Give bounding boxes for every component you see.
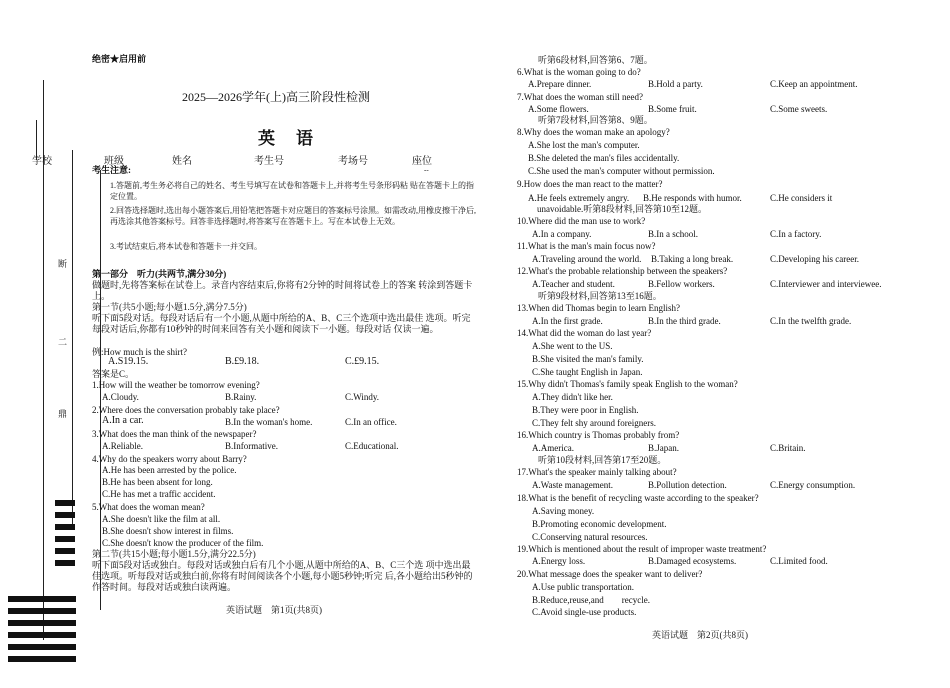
question-9: 9.How does the man react to the matter?: [517, 179, 663, 189]
question-13: 13.When did Thomas begin to learn English?: [517, 303, 681, 313]
q5-option-c: C.She doesn't know the producer of the film.: [102, 538, 264, 548]
q16-option-a: A.America.: [532, 443, 574, 453]
question-11: 11.What is the man's main focus now?: [517, 241, 656, 251]
q19-option-a: A.Energy loss.: [532, 556, 586, 566]
q5-option-a: A.She doesn't like the film at all.: [102, 514, 221, 524]
section1-title: 第一节(共5小题;每小题1.5分,满分7.5分): [92, 302, 247, 312]
example-option-b: B.£9.18.: [225, 356, 260, 367]
question-2: 2.Where does the conversation probably take place?: [92, 405, 280, 415]
seal-char-2: 二: [58, 337, 68, 347]
binding-line-inner: [72, 150, 73, 530]
q7-option-c: C.Some sweets.: [770, 104, 828, 114]
question-18: 18.What is the benefit of recycling waste according to the speaker?: [517, 493, 759, 503]
q8-option-b: B.She deleted the man's files accidentally.: [528, 153, 680, 163]
section1-intro: 听下面5段对话。每段对话后有一个小题,从题中所给的A、B、C三个选项中选出最佳 选项。听完每段对话后,你都有10秒钟的时间来回答有关小题和阅读下一小题。每段对话 仅读一遍。: [92, 313, 471, 334]
secret-label: 绝密★启用前: [92, 54, 147, 64]
field-name: 姓名: [172, 156, 192, 167]
notice-item-1: 1.答题前,考生务必将自己的姓名、考生号填写在试卷和答题卡上,并将考生号条形码粘 贴在答题卡上的指定位置。: [110, 181, 474, 201]
q6-option-a: A.Prepare dinner.: [528, 79, 592, 89]
q9-option-c: C.He considers it: [770, 193, 833, 203]
q14-option-a: A.She went to the US.: [532, 341, 613, 351]
question-3: 3.What does the man think of the newspaper?: [92, 429, 257, 439]
q13-option-b: B.In the third grade.: [648, 316, 721, 326]
q11-option-a: A.Traveling around the world.: [532, 254, 642, 264]
section2-title: 第二节(共15小题;每小题1.5分,满分22.5分): [92, 549, 256, 559]
q18-option-b: B.Promoting economic development.: [532, 519, 667, 529]
section2-intro: 听下面5段对话或独白。每段对话或独白后有几个小题,从题中所给的A、B、C三个选 项中选出最佳选项。听每段对话或独白前,你将有时间阅读各个小题,每小题5秒钟;听完 后,各小题给出5秒钟的作答时间。每段对话或独白读两遍。: [92, 560, 473, 592]
q15-option-b: B.They were poor in English.: [532, 405, 639, 415]
passage-7-note: 听第7段材料,回答第8、9题。: [538, 115, 653, 125]
question-15: 15.Why didn't Thomas's family speak English to the woman?: [517, 379, 738, 389]
school-label: 学校: [32, 156, 52, 167]
binding-stripe: [55, 536, 75, 542]
q16-option-b: B.Japan.: [648, 443, 679, 453]
q15-option-c: C.They felt shy around foreigners.: [532, 418, 656, 428]
question-20: 20.What message does the speaker want to deliver?: [517, 569, 703, 579]
binding-stripe: [8, 596, 76, 602]
q18-option-c: C.Conserving natural resources.: [532, 532, 648, 542]
question-8: 8.Why does the woman make an apology?: [517, 127, 670, 137]
binding-stripe: [8, 608, 76, 614]
q11-option-c: C.Developing his career.: [770, 254, 859, 264]
q4-option-c: C.He has met a traffic accident.: [102, 489, 216, 499]
question-7: 7.What does the woman still need?: [517, 92, 643, 102]
question-16: 16.Which country is Thomas probably from?: [517, 430, 680, 440]
question-19: 19.Which is mentioned about the result of improper waste treatment?: [517, 544, 767, 554]
passage-6-note: 听第6段材料,回答第6、7题。: [538, 55, 653, 65]
q3-option-a: A.Reliable.: [102, 441, 143, 451]
question-14: 14.What did the woman do last year?: [517, 328, 652, 338]
q17-option-a: A.Waste management.: [532, 480, 613, 490]
q17-option-c: C.Energy consumption.: [770, 480, 856, 490]
notice-item-2: 2.回答选择题时,选出每小题答案后,用铅笔把答题卡对应题目的答案标号涂黑。如需改动,用橡皮擦干净后,再选涂其他答案标号。回答非选择题时,将答案写在答题卡上。写在本试卷上无效。: [110, 206, 476, 226]
passage-9-note: 听第9段材料,回答第13至16题。: [538, 291, 662, 301]
q3-option-b: B.Informative.: [225, 441, 278, 451]
q14-option-b: B.She visited the man's family.: [532, 354, 644, 364]
seal-char-3: 鼎: [58, 409, 68, 419]
passage-10-note: 听第10段材料,回答第17至20题。: [538, 455, 667, 465]
q9-option-a: A.He feels extremely angry.: [528, 193, 630, 203]
q6-option-b: B.Hold a party.: [648, 79, 703, 89]
question-12: 12.What's the probable relationship between the speakers?: [517, 266, 728, 276]
seal-char-1: 断: [58, 259, 68, 269]
q5-option-b: B.She doesn't show interest in films.: [102, 526, 234, 536]
q12-option-a: A.Teacher and student.: [532, 279, 615, 289]
q10-option-b: B.In a school.: [648, 229, 698, 239]
q6-option-c: C.Keep an appointment.: [770, 79, 858, 89]
part1-intro: 做题时,先将答案标在试卷上。录音内容结束后,你将有2分钟的时间将试卷上的答案 转涂到答题卡上。: [92, 280, 473, 301]
q18-option-a: A.Saving money.: [532, 506, 595, 516]
q12-option-b: B.Fellow workers.: [648, 279, 715, 289]
q15-option-a: A.They didn't like her.: [532, 392, 613, 402]
q10-option-c: C.In a factory.: [770, 229, 822, 239]
field-seat: 座位: [412, 156, 432, 167]
q9-continuation: unavoidable.听第8段材料,回答第10至12题。: [537, 204, 707, 214]
q13-option-a: A.In the first grade.: [532, 316, 603, 326]
q7-option-a: A.Some flowers.: [528, 104, 589, 114]
q13-option-c: C.In the twelfth grade.: [770, 316, 852, 326]
q14-option-c: C.She taught English in Japan.: [532, 367, 643, 377]
binding-stripe: [55, 500, 75, 506]
question-1: 1.How will the weather be tomorrow evening?: [92, 380, 260, 390]
q20-option-a: A.Use public transportation.: [532, 582, 634, 592]
page-footer-right: 英语试题 第2页(共8页): [652, 630, 748, 640]
q1-option-c: C.Windy.: [345, 392, 380, 402]
q8-option-c: C.She used the man's computer without permission.: [528, 166, 715, 176]
field-exam-room: 考场号: [338, 156, 368, 167]
question-6: 6.What is the woman going to do?: [517, 67, 641, 77]
example-option-c: C.£9.15.: [345, 356, 380, 367]
question-4: 4.Why do the speakers worry about Barry?: [92, 454, 247, 464]
notice-title: 考生注意:: [92, 165, 131, 175]
q12-option-c: C.Interviewer and interviewee.: [770, 279, 882, 289]
q2-option-a: A.In a car.: [102, 415, 144, 426]
binding-stripe: [55, 512, 75, 518]
example-question: 例:How much is the shirt?: [92, 347, 187, 357]
q8-option-a: A.She lost the man's computer.: [528, 140, 640, 150]
q19-option-b: B.Damaged ecosystems.: [648, 556, 737, 566]
q2-option-c: C.In an office.: [345, 417, 397, 427]
question-17: 17.What's the speaker mainly talking about?: [517, 467, 677, 477]
q4-option-a: A.He has been arrested by the police.: [102, 465, 237, 475]
question-10: 10.Where did the man use to work?: [517, 216, 646, 226]
binding-stripe: [8, 620, 76, 626]
q7-option-b: B.Some fruit.: [648, 104, 697, 114]
page-footer-left: 英语试题 第1页(共8页): [226, 605, 322, 615]
binding-stripe: [8, 632, 76, 638]
q3-option-c: C.Educational.: [345, 441, 399, 451]
binding-stripe: [55, 548, 75, 554]
question-5: 5.What does the woman mean?: [92, 502, 205, 512]
q10-option-a: A.In a company.: [532, 229, 592, 239]
field-class: 班级: [104, 156, 124, 167]
q20-option-b: B.Reduce,reuse,and recycle.: [532, 595, 650, 605]
binding-stripe: [8, 644, 76, 650]
q17-option-b: B.Pollution detection.: [648, 480, 727, 490]
binding-stripe: [8, 656, 76, 662]
notice-item-3: 3.考试结束后,将本试卷和答题卡一并交回。: [110, 242, 262, 251]
q11-option-b: B.Taking a long break.: [651, 254, 734, 264]
q1-option-b: B.Rainy.: [225, 392, 257, 402]
q19-option-c: C.Limited food.: [770, 556, 828, 566]
q2-option-b: B.In the woman's home.: [225, 417, 313, 427]
example-option-a: A.S19.15.: [108, 356, 149, 367]
subject-title: 英 语: [258, 129, 315, 148]
example-answer: 答案是C。: [92, 369, 135, 379]
dash-mark: --: [424, 166, 429, 174]
q1-option-a: A.Cloudy.: [102, 392, 139, 402]
exam-title: 2025—2026学年(上)高三阶段性检测: [182, 90, 370, 104]
part1-title: 第一部分 听力(共两节,满分30分): [92, 269, 227, 279]
q4-option-b: B.He has been absent for long.: [102, 477, 213, 487]
field-candidate-number: 考生号: [254, 156, 284, 167]
binding-stripe: [55, 560, 75, 566]
q20-option-c: C.Avoid single-use products.: [532, 607, 637, 617]
q16-option-c: C.Britain.: [770, 443, 806, 453]
binding-stripe: [55, 524, 75, 530]
binding-tick: [36, 120, 37, 160]
q9-option-b: B.He responds with humor.: [643, 193, 742, 203]
